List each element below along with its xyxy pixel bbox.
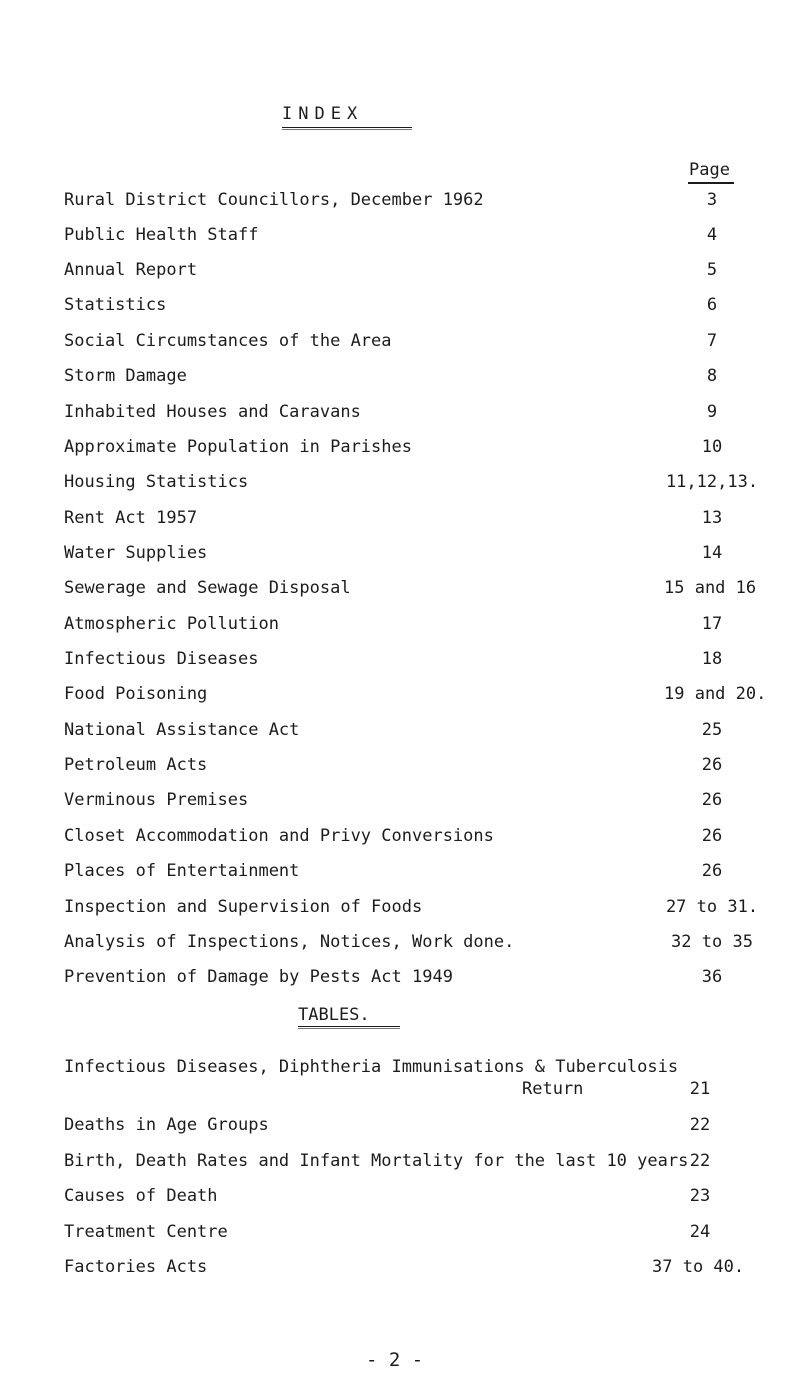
tables-heading-underline-secondary [298, 1028, 400, 1029]
entry-page: 5 [706, 260, 718, 280]
entry-label: Inspection and Supervision of Foods [64, 897, 423, 917]
entry-page: 36 [701, 967, 723, 987]
entry-page: 19 and 20. [664, 684, 767, 704]
entry-page: 13 [701, 508, 723, 528]
index-entry [0, 897, 801, 921]
entry-page: 8 [706, 366, 718, 386]
entry-page: 26 [701, 826, 723, 846]
index-entry [0, 649, 801, 673]
entry-label: Rent Act 1957 [64, 508, 198, 528]
index-entry [0, 578, 801, 602]
index-entry [0, 366, 801, 390]
index-entry [0, 790, 801, 814]
entry-label: Approximate Population in Parishes [64, 437, 412, 457]
index-entry [0, 260, 801, 284]
index-entry [0, 437, 801, 461]
entry-label: Storm Damage [64, 366, 187, 386]
entry-label: Housing Statistics [64, 472, 249, 492]
entry-label: Analysis of Inspections, Notices, Work done. [64, 932, 515, 952]
index-entry [0, 755, 801, 779]
entry-page: 7 [706, 331, 718, 351]
entry-page: 10 [701, 437, 723, 457]
entry-label: Public Health Staff [64, 225, 259, 245]
tables-heading: TABLES. [298, 1005, 370, 1025]
table-entry-label: Factories Acts [64, 1257, 208, 1277]
entry-label: Infectious Diseases [64, 649, 259, 669]
entry-page: 26 [701, 861, 723, 881]
entry-page: 14 [701, 543, 723, 563]
entry-label: Social Circumstances of the Area [64, 331, 392, 351]
index-entry [0, 967, 801, 991]
entry-label: Rural District Councillors, December 1962 [64, 190, 484, 210]
entry-label: Statistics [64, 295, 167, 315]
table-entry-label: Treatment Centre [64, 1222, 228, 1242]
index-entry [0, 826, 801, 850]
table-entry-page: 22 [689, 1115, 711, 1135]
entry-label: Places of Entertainment [64, 861, 300, 881]
page-number-footer: - 2 - [366, 1349, 424, 1371]
entry-label: Closet Accommodation and Privy Conversions [64, 826, 494, 846]
index-entry [0, 543, 801, 567]
entry-page: 6 [706, 295, 718, 315]
index-entry [0, 225, 801, 249]
entry-page: 11,12,13. [665, 472, 759, 492]
table-entry-page: 22 [689, 1151, 711, 1171]
entry-page: 26 [701, 790, 723, 810]
entry-page: 15 and 16 [664, 578, 757, 598]
page-column-underline [688, 182, 734, 184]
index-entry [0, 720, 801, 744]
entry-label: Atmospheric Pollution [64, 614, 279, 634]
table-entry-page: 24 [689, 1222, 711, 1242]
entry-page: 26 [701, 755, 723, 775]
entry-label: Petroleum Acts [64, 755, 208, 775]
table-entry-label: Deaths in Age Groups [64, 1115, 269, 1135]
entry-label: Inhabited Houses and Caravans [64, 402, 361, 422]
index-entry [0, 861, 801, 885]
entry-page: 32 to 35 [671, 932, 753, 952]
index-entry [0, 684, 801, 708]
index-entry [0, 331, 801, 355]
entry-page: 18 [701, 649, 723, 669]
entry-page: 27 to 31. [665, 897, 759, 917]
page-column-header: Page [689, 160, 730, 180]
page-title: INDEX [282, 104, 364, 124]
entry-page: 25 [701, 720, 723, 740]
entry-label: Sewerage and Sewage Disposal [64, 578, 351, 598]
entry-page: 3 [706, 190, 718, 210]
entry-label: Verminous Premises [64, 790, 249, 810]
table-entry-label: Infectious Diseases, Diphtheria Immunisations & Tuberculosis [64, 1057, 679, 1077]
index-entry [0, 472, 801, 496]
title-underline-secondary [282, 129, 412, 130]
index-entry [0, 295, 801, 319]
entry-label: National Assistance Act [64, 720, 300, 740]
table-entry-label: Birth, Death Rates and Infant Mortality for the last 10 years [64, 1151, 689, 1171]
index-entry [0, 190, 801, 214]
entry-label: Annual Report [64, 260, 198, 280]
table-entry-page: 21 [689, 1079, 711, 1099]
index-entry [0, 932, 801, 956]
entry-label: Water Supplies [64, 543, 208, 563]
entry-label: Food Poisoning [64, 684, 208, 704]
title-underline [282, 127, 412, 128]
entry-label: Prevention of Damage by Pests Act 1949 [64, 967, 453, 987]
tables-heading-underline [298, 1026, 400, 1027]
entry-page: 9 [706, 402, 718, 422]
entry-page: 4 [706, 225, 718, 245]
table-entry-label: Causes of Death [64, 1186, 218, 1206]
index-entry [0, 402, 801, 426]
table-entry-page: 37 to 40. [652, 1257, 745, 1277]
index-entry [0, 614, 801, 638]
table-entry-page: 23 [689, 1186, 711, 1206]
index-entry [0, 508, 801, 532]
table-entry-label-line2: Return [522, 1079, 584, 1099]
entry-page: 17 [701, 614, 723, 634]
